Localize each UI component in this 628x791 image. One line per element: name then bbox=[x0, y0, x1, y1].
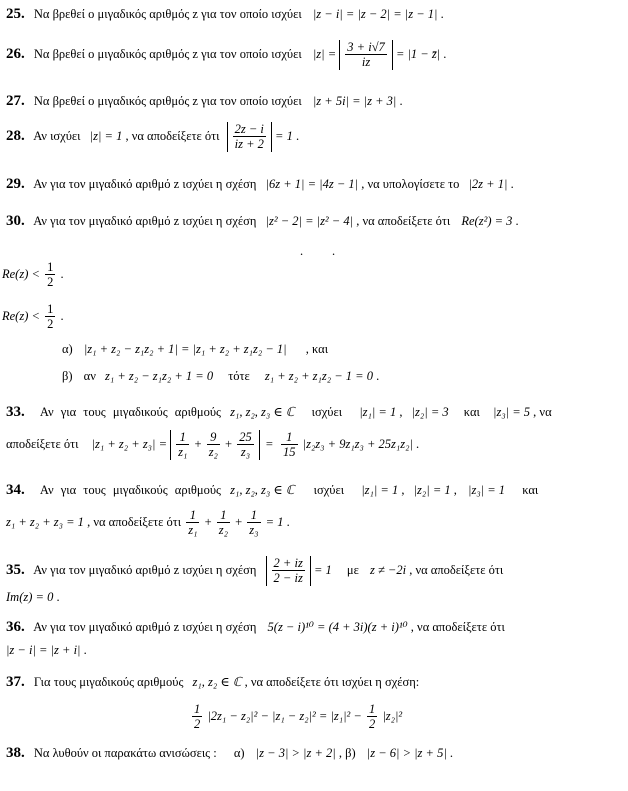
problem-33: 33. Αν για τους μιγαδικούς αριθμούς z₁, z₂, z₃ ∈ ℂ ισχύει |z₁| = 1 , |z₂| = 3 και |z₃| = 5 , να bbox=[6, 404, 552, 420]
abs-fraction bbox=[339, 40, 393, 70]
period: . bbox=[443, 46, 447, 61]
part-text: αν bbox=[83, 369, 96, 383]
problem-number: 36. bbox=[6, 619, 25, 635]
problem-33-line-2 bbox=[6, 430, 419, 460]
problem-37 bbox=[6, 674, 419, 691]
problem-text: Αν για τον μιγαδικό αριθμό z ισχύει η σχέση bbox=[33, 620, 257, 634]
problem-text-2: , να αποδείξετε ότι bbox=[125, 128, 220, 143]
period: . bbox=[416, 436, 420, 451]
problem-28 bbox=[6, 122, 299, 152]
problem-number: 33. bbox=[6, 404, 25, 420]
variables: z₁, z₂ ∈ ℂ bbox=[192, 675, 242, 689]
equation-rhs: = 1 bbox=[313, 562, 332, 577]
period: . bbox=[449, 746, 454, 760]
problem-text-2: , να αποδείξετε ότι bbox=[356, 214, 451, 228]
problem-text: Αν για τους μιγαδικούς αριθμούς bbox=[39, 483, 222, 497]
condition-1: |z₁| = 1 bbox=[359, 405, 397, 419]
problem-text: Αν ισχύει bbox=[33, 128, 81, 143]
equation: |z − i| = |z + i| bbox=[6, 643, 81, 657]
stray-dot: . bbox=[300, 244, 304, 258]
equation: |z + 5i| = |z + 3| bbox=[312, 94, 397, 108]
problem-text: , να αποδείξετε ότι bbox=[87, 514, 182, 529]
variables: z₁, z₂, z₃ ∈ ℂ bbox=[230, 405, 295, 419]
equation-rhs: = 1 bbox=[265, 514, 284, 529]
problem-text-2: , να αποδείξετε ότι ισχύει η σχέση: bbox=[244, 675, 420, 689]
condition-2: |z₂| = 3 bbox=[411, 405, 449, 419]
equation: |z| = 1 bbox=[89, 128, 123, 143]
equation: Im(z) = 0 bbox=[6, 590, 54, 604]
problem-36 bbox=[6, 619, 505, 636]
problem-text: Να λυθούν οι παρακάτω ανισώσεις : bbox=[33, 746, 217, 760]
fraction-denominator: z₃ bbox=[240, 445, 251, 460]
fraction-numerator: 1 bbox=[281, 430, 298, 445]
problem-29 bbox=[6, 176, 514, 193]
problem-number: 25. bbox=[6, 6, 25, 22]
condition-3: |z₃| = 1 bbox=[468, 483, 506, 497]
problem-text: Αν για τους μιγαδικούς αριθμούς bbox=[39, 405, 222, 419]
period: . bbox=[60, 308, 64, 323]
line-end: , να bbox=[533, 405, 552, 419]
fraction-denominator: 2 bbox=[47, 317, 54, 332]
period: . bbox=[56, 590, 60, 604]
period: . bbox=[60, 266, 64, 281]
problem-number: 27. bbox=[6, 93, 25, 109]
fraction-denominator: 2 − iz bbox=[273, 571, 303, 586]
equals-sign: = bbox=[265, 436, 273, 451]
equation-2: z₁ + z₂ + z₁z₂ − 1 = 0 bbox=[264, 369, 373, 383]
fraction-numerator: 9 bbox=[207, 430, 220, 445]
fraction-denominator: iz bbox=[361, 55, 371, 70]
conjunction: και bbox=[522, 483, 539, 497]
condition-3: |z₃| = 5 bbox=[493, 405, 531, 419]
problem-number: 26. bbox=[6, 45, 25, 62]
fraction-numerator: 2z − i bbox=[234, 122, 264, 136]
re-line-2 bbox=[2, 302, 64, 332]
fraction-numerator: 1 bbox=[47, 260, 54, 274]
problem-text: Να βρεθεί ο μιγαδικός αριθμός z για τον οποίο ισχύει bbox=[33, 7, 302, 21]
re-line-1 bbox=[2, 260, 64, 290]
fraction-denominator: iz + 2 bbox=[234, 137, 264, 152]
fraction-denominator: 15 bbox=[283, 445, 296, 460]
problem-text-2: ισχύει bbox=[311, 405, 343, 419]
abs-fraction bbox=[227, 122, 272, 152]
fraction bbox=[45, 302, 55, 332]
equation: 5(z − i)¹⁰ = (4 + 3i)(z + i)¹⁰ bbox=[267, 620, 408, 634]
fraction bbox=[176, 430, 189, 460]
fraction-denominator: 2 bbox=[368, 717, 376, 732]
problem-text: αποδείξετε ότι bbox=[6, 436, 79, 451]
part-tail: , και bbox=[305, 342, 329, 356]
problem-number: 30. bbox=[6, 213, 25, 229]
identity-middle: |2z₁ − z₂|² − |z₁ − z₂|² = |z₁|² − bbox=[207, 708, 362, 723]
re-lhs: Re(z) < bbox=[2, 266, 40, 281]
fraction-numerator: 1 bbox=[247, 508, 260, 523]
problem-38 bbox=[6, 745, 453, 762]
problem-34-line-2: z₁ + z₂ + z₃ = 1 , να αποδείξετε ότι $\frac{1}{\text{z₁}}$ + $\frac{1}{\text{z₂}}$ + $\frac{1}{\text{z₃}}$ = 1 . bbox=[6, 508, 290, 538]
fraction bbox=[272, 556, 305, 586]
inequality-a: |z − 3| > |z + 2| bbox=[255, 746, 336, 760]
abs-sum: $\frac{1}{\text{z₁}}$ + $\frac{9}{\text{z₂}}$ + $\frac{25}{\text{z₃}}$ bbox=[170, 430, 260, 460]
equation: |6z + 1| = |4z − 1| bbox=[265, 177, 359, 191]
fraction bbox=[45, 260, 55, 290]
period: . bbox=[399, 94, 403, 108]
problem-30 bbox=[6, 213, 519, 230]
fraction-numerator: 25 bbox=[239, 430, 252, 444]
problem-text: Να βρεθεί ο μιγαδικός αριθμός z για τον οποίο ισχύει bbox=[33, 94, 302, 108]
equation: |z₁ + z₂ − z₁z₂ + 1| = |z₁ + z₂ + z₁z₂ − 1| bbox=[83, 342, 287, 356]
problem-number: 37. bbox=[6, 674, 25, 690]
problem-number: 34. bbox=[6, 482, 25, 498]
equation-lhs: |z| = bbox=[312, 46, 337, 61]
fraction-numerator: 2 + iz bbox=[273, 556, 303, 570]
fraction-numerator: 1 bbox=[368, 702, 376, 716]
fraction-numerator: 1 bbox=[186, 508, 199, 523]
re-lhs: Re(z) < bbox=[2, 308, 40, 323]
fraction bbox=[367, 702, 377, 732]
condition-2: |z₂| = 1 bbox=[413, 483, 451, 497]
equation-rhs: = 1 bbox=[275, 128, 293, 143]
abs-fraction bbox=[266, 556, 311, 586]
part-label-a: α) bbox=[233, 746, 245, 760]
part-beta bbox=[62, 369, 379, 384]
period: . bbox=[83, 643, 87, 657]
problem-text-2: ισχύει bbox=[313, 483, 345, 497]
problem-text: Αν για τον μιγαδικό αριθμό z ισχύει η σχέση bbox=[33, 177, 257, 191]
period: . bbox=[286, 514, 290, 529]
fraction-denominator: z₃ bbox=[249, 523, 259, 538]
fraction-numerator: 1 bbox=[47, 302, 54, 316]
problem-number: 38. bbox=[6, 745, 25, 761]
fraction bbox=[217, 508, 230, 538]
problem-text: Αν για τον μιγαδικό αριθμό z ισχύει η σχέση bbox=[33, 562, 257, 577]
problem-text-2: , να αποδείξετε ότι bbox=[409, 562, 504, 577]
fraction-denominator: z₂ bbox=[218, 523, 228, 538]
period: . bbox=[440, 7, 444, 21]
fraction bbox=[237, 430, 254, 460]
equation-lhs: |z₁ + z₂ + z₃| = bbox=[91, 436, 168, 451]
fraction-numerator: 1 bbox=[194, 702, 201, 716]
fraction-denominator: z₂ bbox=[208, 445, 218, 460]
fraction-denominator: z₁ bbox=[178, 445, 188, 460]
problem-26 bbox=[6, 40, 446, 70]
period: . bbox=[295, 128, 300, 143]
variables: z₁, z₂, z₃ ∈ ℂ bbox=[230, 483, 295, 497]
problem-36-line-2 bbox=[6, 643, 87, 658]
fraction bbox=[207, 430, 220, 460]
condition-1: |z₁| = 1 bbox=[361, 483, 399, 497]
equation: z₁ + z₂ + z₃ = 1 bbox=[6, 514, 84, 529]
problem-text: Αν για τον μιγαδικό αριθμό z ισχύει η σχέση bbox=[33, 214, 257, 228]
equation: |z − i| = |z − 2| = |z − 1| bbox=[312, 7, 438, 21]
conjunction: με bbox=[346, 562, 359, 577]
part-label: β) bbox=[62, 369, 73, 383]
equation-2: Re(z²) = 3 bbox=[461, 214, 513, 228]
equation-rhs: = |1 − z̄| bbox=[395, 46, 441, 61]
equation-tail: |z₂z₃ + 9z₁z₃ + 25z₁z₂| bbox=[302, 436, 413, 451]
fraction-denominator: z₁ bbox=[188, 523, 198, 538]
problem-35-line-2 bbox=[6, 590, 60, 605]
equation: z₁ + z₂ − z₁z₂ + 1 = 0 bbox=[104, 369, 214, 383]
identity-tail: |z₂|² bbox=[382, 708, 403, 723]
fraction-denominator: 2 bbox=[194, 717, 201, 732]
fraction-numerator: 1 bbox=[217, 508, 230, 523]
fraction-numerator: 1 bbox=[176, 430, 189, 445]
equation-2: |2z + 1| bbox=[468, 177, 508, 191]
problem-text-2: , να υπολογίσετε το bbox=[361, 177, 460, 191]
fraction bbox=[247, 508, 260, 538]
conjunction: και bbox=[463, 405, 480, 419]
fraction bbox=[192, 702, 202, 732]
period: . bbox=[515, 214, 519, 228]
inequality-b: |z − 6| > |z + 5| bbox=[366, 746, 447, 760]
condition: z ≠ −2i bbox=[369, 562, 407, 577]
period: . bbox=[510, 177, 514, 191]
problem-25 bbox=[6, 6, 444, 23]
problem-number: 35. bbox=[6, 561, 25, 578]
problem-34: 34. Αν για τους μιγαδικούς αριθμούς z₁, z₂, z₃ ∈ ℂ ισχύει |z₁| = 1 , |z₂| = 1 , |z₃| = 1 και bbox=[6, 482, 539, 498]
problem-number: 28. bbox=[6, 127, 25, 144]
part-alpha bbox=[62, 342, 328, 357]
fraction bbox=[345, 40, 387, 70]
problem-text: Για τους μιγαδικούς αριθμούς bbox=[33, 675, 184, 689]
fraction bbox=[233, 122, 266, 152]
part-label: α) bbox=[62, 342, 73, 356]
stray-dot: . bbox=[332, 244, 336, 258]
problem-27 bbox=[6, 93, 403, 110]
fraction-denominator: 2 bbox=[47, 275, 54, 290]
problem-37-identity bbox=[190, 702, 402, 732]
fraction-numerator: 3 + i√7 bbox=[347, 40, 385, 54]
part-text-2: τότε bbox=[228, 369, 250, 383]
part-label-b: , β) bbox=[338, 746, 356, 760]
period: . bbox=[376, 369, 380, 383]
problem-text: Να βρεθεί ο μιγαδικός αριθμός z για τον οποίο ισχύει bbox=[33, 46, 302, 61]
problem-35 bbox=[6, 556, 503, 586]
problem-number: 29. bbox=[6, 176, 25, 192]
problem-text-2: , να αποδείξετε ότι bbox=[410, 620, 505, 634]
fraction bbox=[186, 508, 199, 538]
equation: |z² − 2| = |z² − 4| bbox=[265, 214, 354, 228]
fraction bbox=[281, 430, 298, 460]
